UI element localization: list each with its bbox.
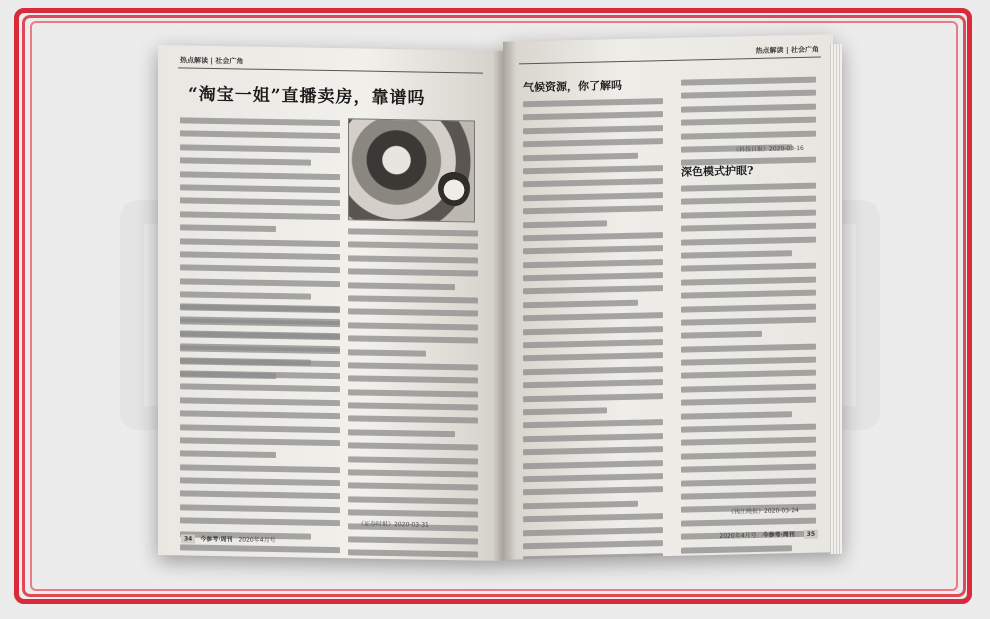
left-article-title: “淘宝一姐”直播卖房，靠谱吗: [188, 84, 426, 109]
right-source-note-2: 《钱江晚报》2020-03-24: [728, 507, 799, 516]
left-header-rule: [178, 67, 483, 73]
left-footer-issue: 2020年4月号: [238, 536, 276, 545]
right-article-title-1: 气候资源，你了解吗: [523, 79, 622, 95]
page-edges: [830, 44, 842, 554]
right-body-text-col1: [523, 98, 663, 560]
left-page: [158, 45, 503, 561]
right-source-note-1: 《科技日报》2020-03-16: [733, 144, 804, 154]
left-body-text-col2: [348, 228, 478, 561]
left-footer-brand: 今参考·周刊: [200, 535, 233, 544]
left-page-number: 34: [181, 534, 195, 543]
open-magazine: [158, 38, 848, 566]
right-header-rule: [519, 57, 821, 65]
left-source-note: 《证券时报》2020-03-31: [358, 520, 429, 529]
left-body-text-col1-lower: [180, 303, 340, 561]
right-body-text-col2: [681, 183, 816, 560]
right-section-header: 热点解读 | 社会广角: [755, 45, 819, 56]
right-article-title-2: 深色模式护眼?: [681, 164, 754, 179]
right-page-number: 35: [804, 530, 818, 539]
left-footer: [178, 533, 276, 545]
right-footer-issue: 2020年4月号: [719, 531, 757, 540]
right-footer-brand: 今参考·周刊: [762, 531, 795, 539]
right-body-text-col2-top: [681, 77, 816, 174]
left-section-header: 热点解读 | 社会广角: [180, 56, 244, 66]
article-photo-detail: [438, 170, 470, 207]
right-page: [503, 34, 833, 559]
